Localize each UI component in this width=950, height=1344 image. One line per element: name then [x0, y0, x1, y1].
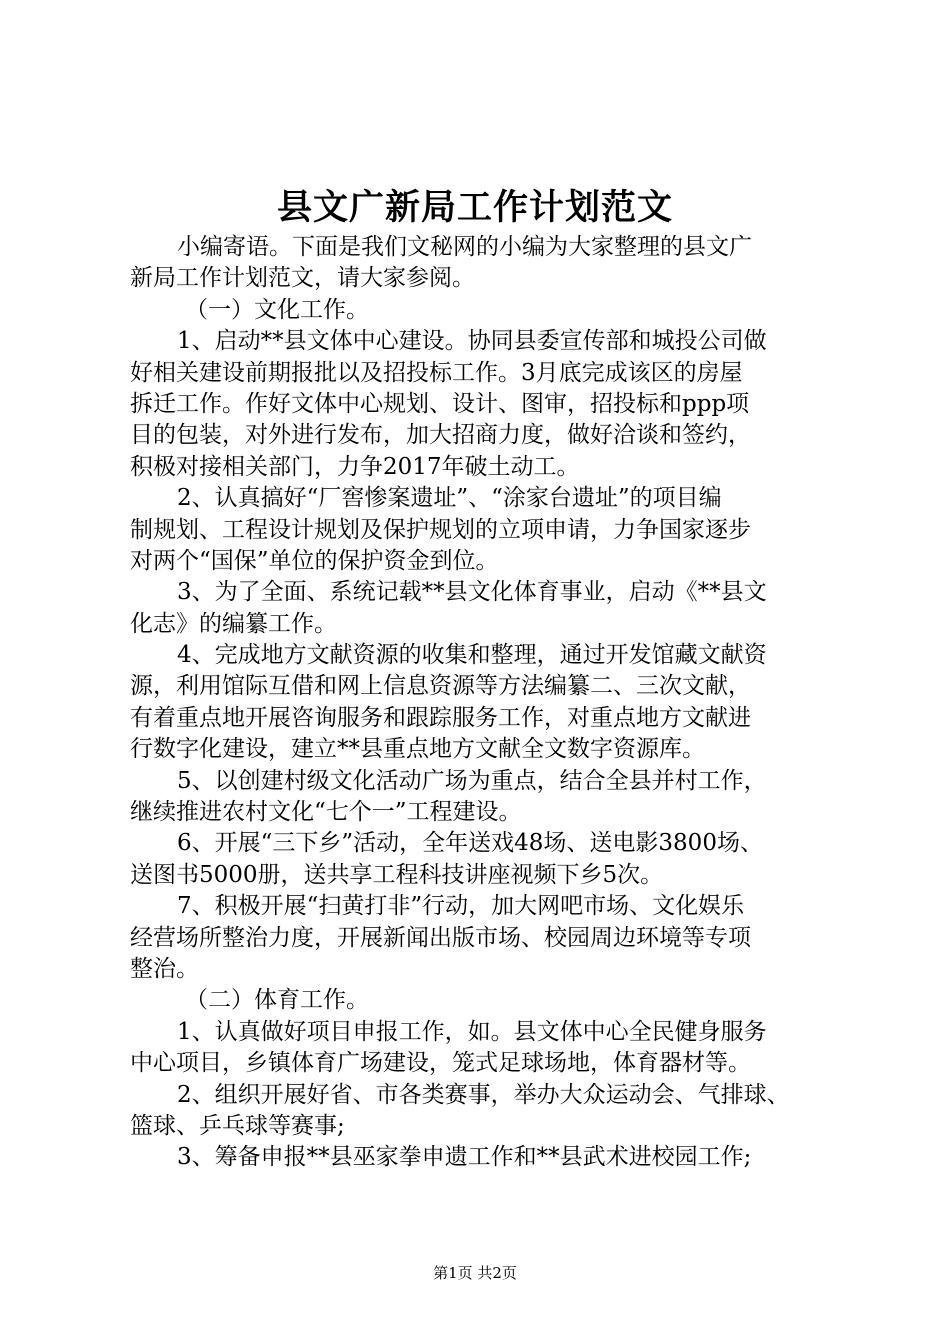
paragraph-line: 制规划、工程设计规划及保护规划的立项申请，力争国家逐步	[130, 516, 751, 543]
page-footer: 第1页 共2页	[433, 1264, 517, 1282]
paragraph-line: 行数字化建设，建立**县重点地方文献全文数字资源库。	[130, 736, 705, 763]
paragraph-line: 3、筹备申报**县巫家拳申遗工作和**县武术进校园工作;	[177, 1144, 752, 1171]
document-title: 县文广新局工作计划范文	[276, 187, 673, 228]
paragraph-line: 中心项目，乡镇体育广场建设，笼式足球场地，体育器材等。	[130, 1050, 751, 1077]
paragraph-line: 积极对接相关部门，力争2017年破土动工。	[130, 453, 580, 480]
paragraph-line: 目的包装，对外进行发布，加大招商力度，做好洽谈和签约，	[130, 422, 751, 449]
paragraph-line: 2、认真搞好“厂窖惨案遗址”、“涂家台遗址”的项目编	[177, 485, 722, 512]
paragraph-line: 新局工作计划范文，请大家参阅。	[130, 265, 475, 292]
paragraph-line: 送图书5000册，送共享工程科技讲座视频下乡5次。	[130, 861, 664, 888]
paragraph-line: 经营场所整治力度，开展新闻出版市场、校园周边环境等专项	[130, 924, 751, 951]
document-body	[130, 232, 840, 1174]
paragraph-line: 篮球、乒乓球等赛事;	[130, 1112, 345, 1139]
paragraph-line: 4、完成地方文献资源的收集和整理，通过开发馆藏文献资	[177, 642, 767, 669]
paragraph-line: 拆迁工作。作好文体中心规划、设计、图审，招投标和ppp项	[130, 390, 750, 417]
section-heading: （二）体育工作。	[185, 987, 369, 1014]
paragraph-line: 整治。	[130, 955, 199, 982]
paragraph-line: 化志》的编纂工作。	[130, 610, 337, 637]
paragraph-line: 1、启动**县文体中心建设。协同县委宣传部和城投公司做	[177, 328, 767, 355]
paragraph-line: 有着重点地开展咨询服务和跟踪服务工作，对重点地方文献进	[130, 704, 751, 731]
paragraph-line: 源，利用馆际互借和网上信息资源等方法编纂二、三次文献，	[130, 673, 751, 700]
section-heading: （一）文化工作。	[185, 296, 369, 323]
paragraph-line: 对两个“国保”单位的保护资金到位。	[130, 547, 499, 574]
paragraph-line: 继续推进农村文化“七个一”工程建设。	[130, 799, 522, 826]
paragraph-line: 7、积极开展“扫黄打非”行动，加大网吧市场、文化娱乐	[177, 893, 745, 920]
paragraph-line: 小编寄语。下面是我们文秘网的小编为大家整理的县文广	[177, 234, 752, 260]
paragraph-line: 6、开展“三下乡”活动，全年送戏48场、送电影3800场、	[177, 830, 763, 857]
paragraph-line: 好相关建设前期报批以及招投标工作。3月底完成该区的房屋	[130, 359, 743, 386]
paragraph-line: 1、认真做好项目申报工作，如。县文体中心全民健身服务	[177, 1018, 767, 1045]
paragraph-line: 2、组织开展好省、市各类赛事，举办大众运动会、气排球、	[177, 1081, 790, 1108]
paragraph-line: 5、以创建村级文化活动广场为重点，结合全县并村工作，	[177, 767, 767, 794]
paragraph-line: 3、为了全面、系统记载**县文化体育事业，启动《**县文	[177, 579, 767, 606]
